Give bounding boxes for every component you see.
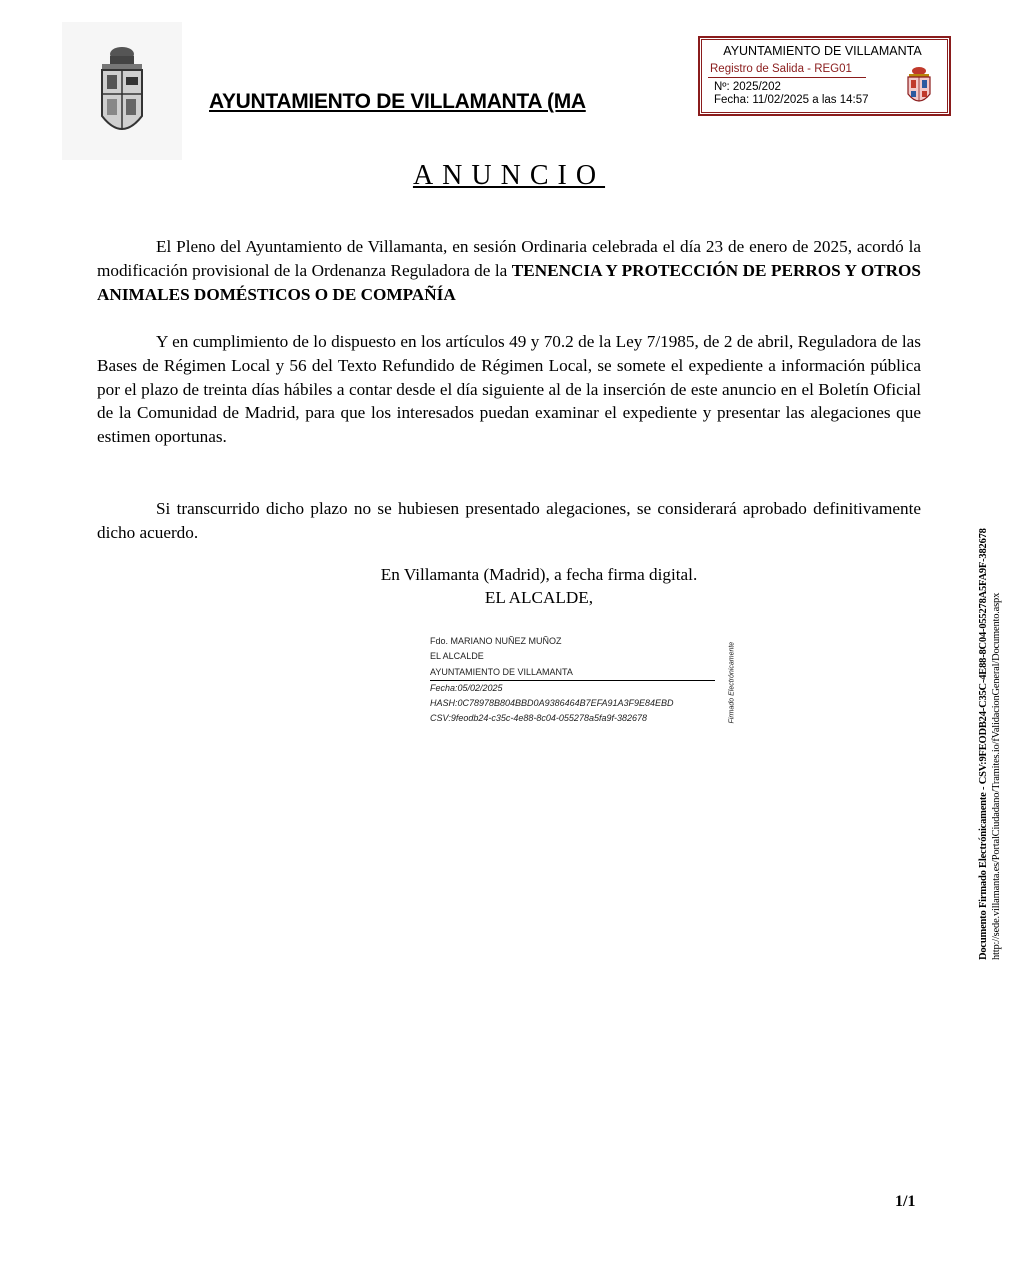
margin-csv-line: Documento Firmado Electrónicamente - CSV:9FEODB24-C35C-4E88-8C04-055278A5FA9F-382678: [978, 528, 989, 960]
place-date: En Villamanta (Madrid), a fecha firma digital.: [380, 565, 698, 584]
stamp-divider: [708, 77, 866, 78]
signature-vertical-label: Firmado Electrónicamente: [728, 641, 736, 724]
stamp-number: Nº: 2025/202: [714, 81, 781, 93]
paragraph-1-text: El Pleno del Ayuntamiento de Villamanta, en sesión Ordinaria celebrada el día 23 de enero de 2025, acordó la modificación provisional de la Ordenanza Reguladora de la: [97, 237, 921, 280]
document-heading: ANUNCIO: [412, 160, 606, 191]
paragraph-1-bold: TENENCIA Y PROTECCIÓN DE PERROS Y OTROS ANIMALES DOMÉSTICOS O DE COMPAÑÍA: [97, 260, 921, 304]
signature-csv: CSV:9feodb24-c35c-4e88-8c04-055278a5fa9f-382678: [430, 713, 648, 724]
stamp-date: Fecha: 11/02/2025 a las 14:57: [714, 94, 869, 106]
page-number: 1/1: [895, 1193, 916, 1210]
paragraph-2: [97, 330, 921, 449]
registry-stamp: [698, 36, 951, 116]
signature-role: EL ALCALDE: [430, 651, 484, 662]
signer-title: EL ALCALDE,: [484, 588, 594, 607]
signature-name: Fdo. MARIANO NUÑEZ MUÑOZ: [430, 636, 562, 646]
paragraph-2-text: Y en cumplimiento de lo dispuesto en los artículos 49 y 70.2 de la Ley 7/1985, de 2 de abril, Reguladora de las Bases de Régimen Local y 56 del Texto Refundido de Régimen Local, se somete el expediente a información pública por el plazo de treinta días hábiles a contar desde el día siguiente al de la inserción de este anuncio en el Boletín Oficial de la Comunidad de Madrid, para que los interesados puedan examinar el expediente y presentar las alegaciones que estimen oportunas.: [97, 332, 921, 447]
stamp-crest-icon: [905, 66, 933, 106]
paragraph-3: [97, 497, 921, 545]
stamp-registry: Registro de Salida - REG01: [710, 63, 852, 75]
header-title: AYUNTAMIENTO DE VILLAMANTA (MA: [209, 90, 586, 113]
paragraph-1: [97, 235, 921, 306]
signature-entity: AYUNTAMIENTO DE VILLAMANTA: [430, 665, 715, 681]
margin-url-line[interactable]: http://sede.villamanta.es/PortalCiudadano/Tramites.io/fValidacionGeneral/Documento.aspx: [991, 592, 1002, 960]
stamp-title: AYUNTAMIENTO DE VILLAMANTA: [723, 44, 922, 58]
paragraph-3-text: Si transcurrido dicho plazo no se hubiesen presentado alegaciones, se considerará aprobado definitivamente dicho acuerdo.: [97, 499, 921, 542]
signature-date: Fecha:05/02/2025: [430, 682, 503, 693]
signature-hash: HASH:0C78978B804BBD0A9386464B7EFA91A3F9E84EBD: [430, 698, 674, 709]
crest-background: [62, 22, 182, 160]
coat-of-arms-icon: [96, 44, 148, 144]
signature-block: [430, 634, 720, 727]
